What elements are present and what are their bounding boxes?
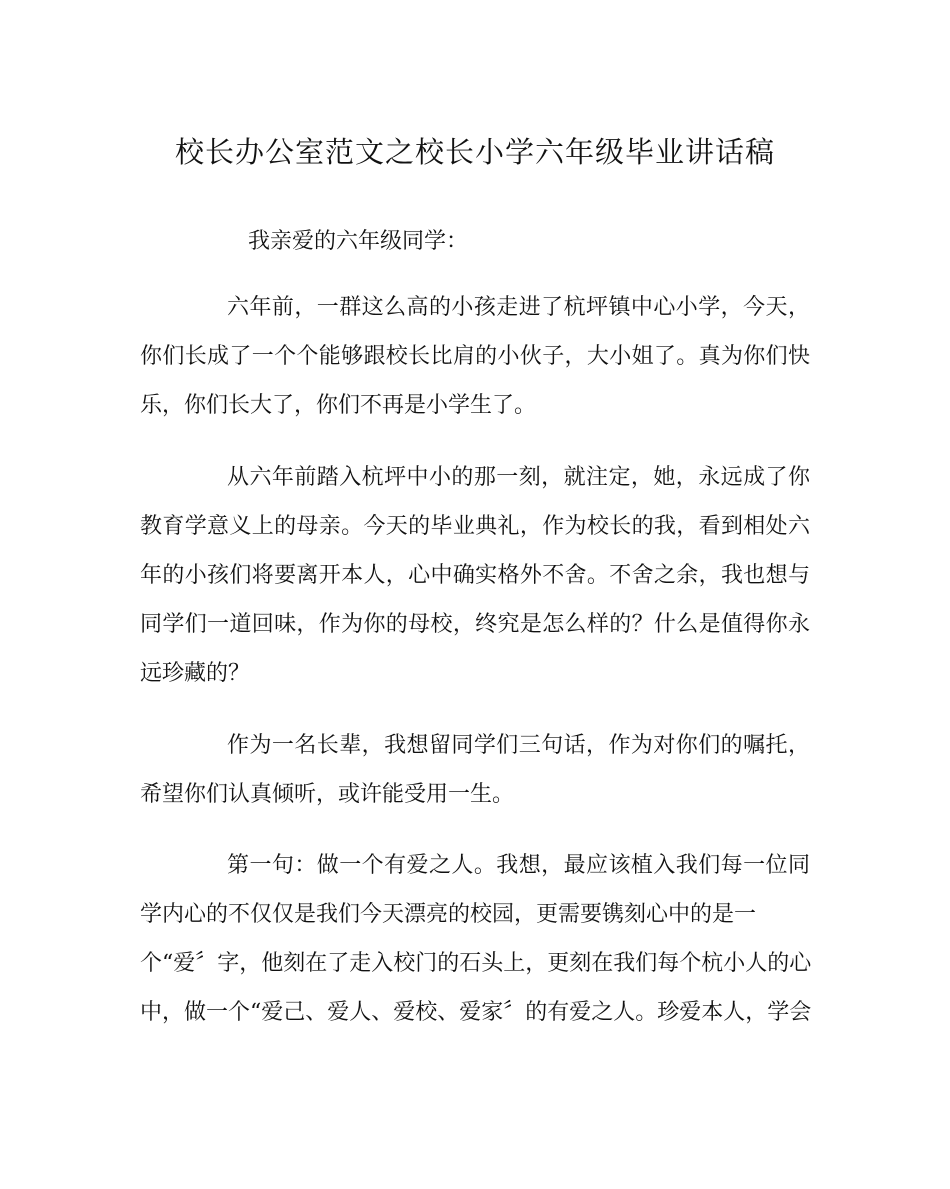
paragraph-2-line-5: 远珍藏的？: [140, 661, 251, 686]
paragraph-2-line-3: 年的小孩们将要离开本人，心中确实格外不舍。不舍之余，我也想与: [140, 563, 810, 588]
paragraph-3-line-1: 作为一名长辈，我想留同学们三句话，作为对你们的嘱托，: [227, 733, 810, 758]
paragraph-4-line-4: 中，做一个“爱己、爱人、爱校、爱家〞的有爱之人。珍爱本人，学会: [140, 1000, 812, 1025]
salutation: 我亲爱的六年级同学：: [248, 229, 469, 254]
paragraph-4-line-3: 个“爱〞字，他刻在了走入校门的石头上，更刻在我们每个杭小人的心: [140, 951, 812, 976]
document-title: 校长办公室范文之校长小学六年级毕业讲话稿: [174, 135, 775, 169]
paragraph-4-line-2: 学内心的不仅仅是我们今天漂亮的校园，更需要镌刻心中的是一: [140, 902, 757, 927]
paragraph-2-line-4: 同学们一道回味，作为你的母校，终究是怎么样的？什么是值得你永: [140, 612, 810, 637]
paragraph-4-line-1: 第一句：做一个有爱之人。我想，最应该植入我们每一位同: [227, 853, 810, 878]
paragraph-1-line-3: 乐，你们长大了，你们不再是小学生了。: [140, 393, 537, 418]
paragraph-2-line-1: 从六年前踏入杭坪中小的那一刻，就注定，她，永远成了你: [227, 465, 810, 490]
paragraph-2-line-2: 教育学意义上的母亲。今天的毕业典礼，作为校长的我，看到相处六: [140, 514, 810, 539]
paragraph-1-line-1: 六年前，一群这么高的小孩走进了杭坪镇中心小学，今天，: [227, 295, 810, 320]
paragraph-3-line-2: 希望你们认真倾听，或许能受用一生。: [140, 782, 515, 807]
paragraph-1-line-2: 你们长成了一个个能够跟校长比肩的小伙子，大小姐了。真为你们快: [140, 344, 810, 369]
